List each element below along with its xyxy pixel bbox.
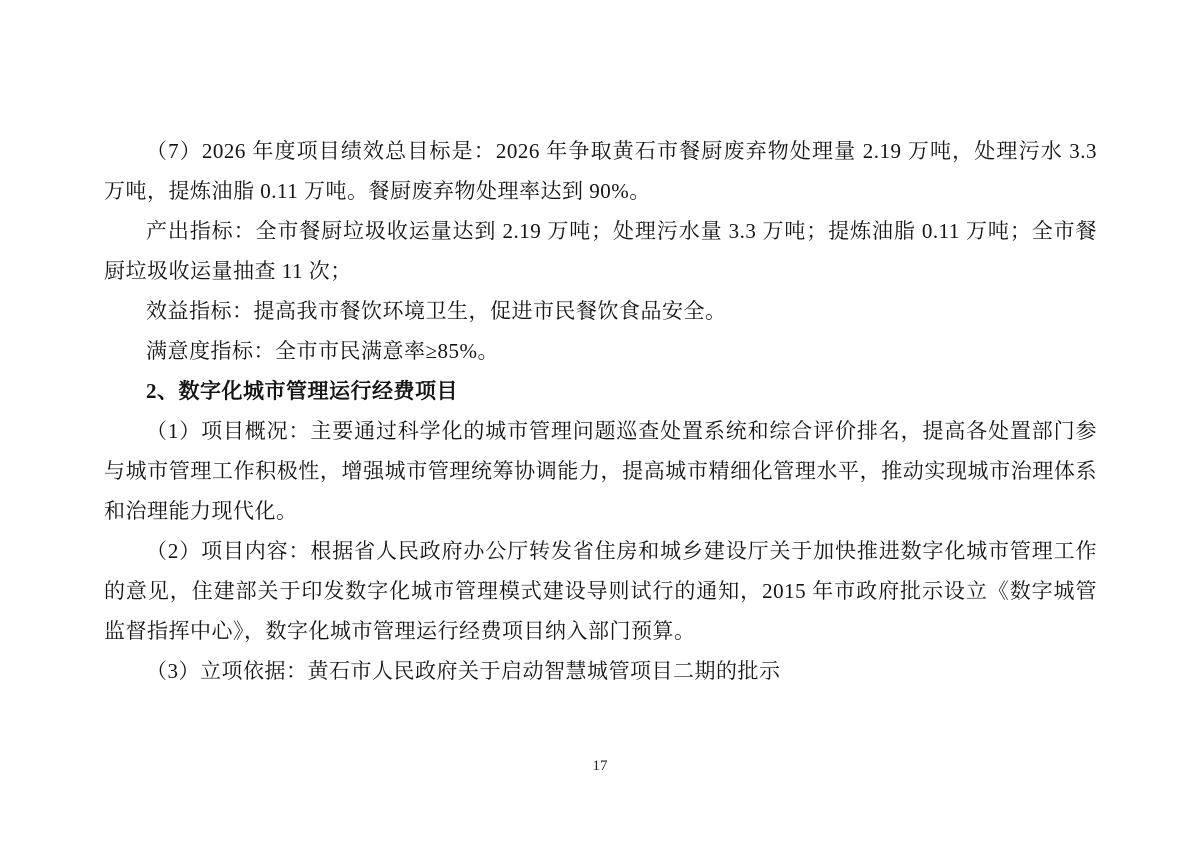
paragraph-performance-goal: （7）2026 年度项目绩效总目标是：2026 年争取黄石市餐厨废弃物处理量 2.19 万吨，处理污水 3.3 万吨，提炼油脂 0.11 万吨。餐厨废弃物处理率达到 90%。: [104, 139, 1097, 203]
section-heading-digital-city-management: 2、数字化城市管理运行经费项目: [146, 379, 458, 403]
document-body: [104, 131, 1097, 691]
page-number: 17: [592, 758, 608, 774]
page-footer: [0, 756, 1200, 776]
paragraph-output-indicators: 产出指标：全市餐厨垃圾收运量达到 2.19 万吨；处理污水量 3.3 万吨；提炼油脂 0.11 万吨；全市餐厨垃圾收运量抽查 11 次；: [104, 219, 1097, 283]
paragraph-project-basis: （3）立项依据：黄石市人民政府关于启动智慧城管项目二期的批示: [146, 659, 781, 683]
paragraph-project-overview: （1）项目概况：主要通过科学化的城市管理问题巡查处置系统和综合评价排名，提高各处置部门参与城市管理工作积极性，增强城市管理统筹协调能力，提高城市精细化管理水平，推动实现城市治理体系和治理能力现代化。: [104, 419, 1097, 523]
paragraph-satisfaction-indicators: 满意度指标：全市市民满意率≥85%。: [146, 339, 500, 363]
paragraph-project-content: （2）项目内容：根据省人民政府办公厅转发省住房和城乡建设厅关于加快推进数字化城市管理工作的意见，住建部关于印发数字化城市管理模式建设导则试行的通知，2015 年市政府批示设立《数字城管监督指挥中心》，数字化城市管理运行经费项目纳入部门预算。: [104, 539, 1097, 643]
paragraph-benefit-indicators: 效益指标：提高我市餐饮环境卫生，促进市民餐饮食品安全。: [146, 299, 727, 323]
